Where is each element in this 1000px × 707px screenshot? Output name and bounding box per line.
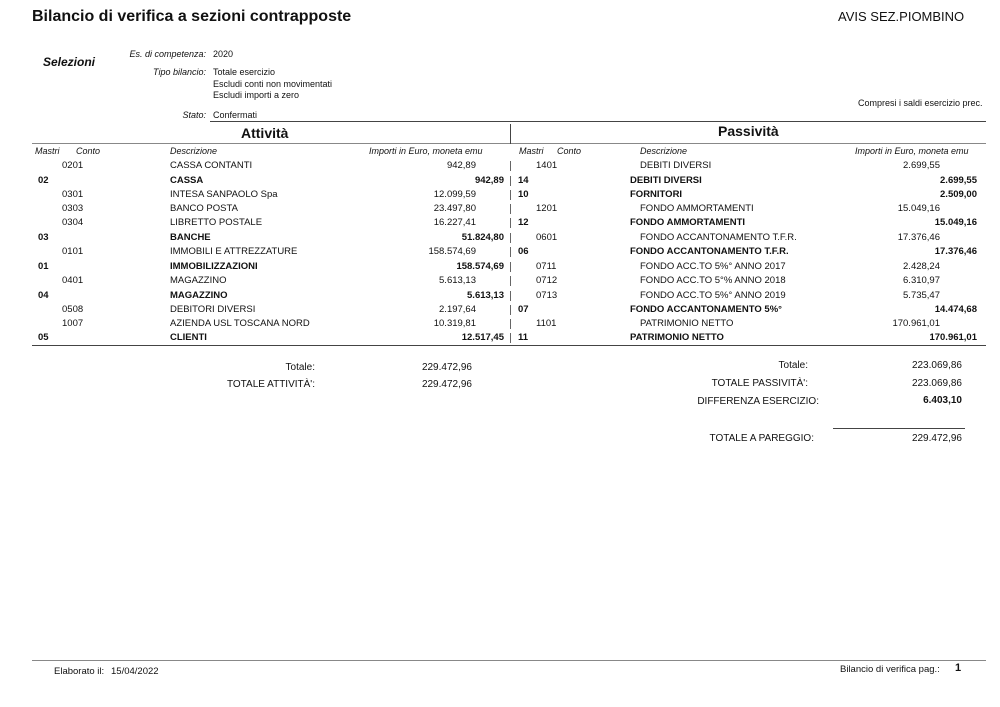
- attivita-totale-value: 229.472,96: [421, 362, 472, 373]
- table-row: [0, 317, 1000, 331]
- elaborato-date: 15/04/2022: [111, 666, 159, 677]
- row-amount: 158.574,69: [428, 246, 476, 257]
- passivita-totale-value: 223.069,86: [911, 360, 962, 371]
- row-amount: 5.613,13: [467, 290, 504, 301]
- mastro-code: 12: [518, 217, 529, 228]
- table-bottom-rule: [32, 345, 986, 346]
- row-description: FONDO ACC.TO 5°% ANNO 2018: [640, 275, 786, 286]
- totale-passivita-label: TOTALE PASSIVITÀ':: [711, 378, 808, 389]
- header-top-rule: [210, 121, 986, 122]
- mastro-code: 02: [38, 175, 49, 186]
- table-row: [0, 159, 1000, 173]
- row-description: CASSA CONTANTI: [170, 160, 253, 171]
- passivita-title: Passività: [718, 123, 779, 139]
- totale-attivita-label: TOTALE ATTIVITÀ':: [226, 379, 315, 390]
- table-row: [0, 202, 1000, 216]
- conto-code: 0401: [62, 275, 84, 286]
- competence-value: 2020: [213, 49, 234, 59]
- mastro-code: 04: [38, 290, 49, 301]
- row-description: DEBITI DIVERSI: [630, 175, 702, 186]
- conto-code: 0601: [536, 232, 558, 243]
- row-description: FONDO ACC.TO 5%° ANNO 2019: [640, 290, 786, 301]
- mastro-code: 07: [518, 304, 529, 315]
- row-amount: 170.961,01: [892, 318, 940, 329]
- row-description: FORNITORI: [630, 189, 683, 200]
- option-exclude-zero: Escludi importi a zero: [213, 90, 300, 100]
- row-description: FONDO AMMORTAMENTI: [640, 203, 754, 214]
- mastro-code: 10: [518, 189, 529, 200]
- totale-pareggio-label: TOTALE A PAREGGIO:: [709, 433, 814, 444]
- differenza-esercizio-value: 6.403,10: [923, 395, 962, 406]
- row-amount: 5.735,47: [903, 290, 940, 301]
- option-exclude-unmoved: Escludi conti non movimentati: [213, 79, 333, 89]
- row-description: BANCHE: [170, 232, 211, 243]
- page-number: 1: [955, 662, 962, 674]
- passivita-col-conto: Conto: [557, 146, 582, 156]
- row-description: FONDO ACCANTONAMENTO 5%°: [630, 304, 782, 315]
- passivita-col-importi: Importi in Euro, moneta emu: [855, 146, 969, 156]
- row-description: IMMOBILI E ATTREZZATURE: [170, 246, 298, 257]
- table-row: [0, 216, 1000, 230]
- row-amount: 10.319,81: [433, 318, 476, 329]
- conto-code: 0711: [536, 261, 557, 272]
- row-description: INTESA SANPAOLO Spa: [170, 189, 278, 200]
- attivita-col-mastri: Mastri: [35, 146, 60, 156]
- row-amount: 6.310,97: [903, 275, 940, 286]
- conto-code: 0304: [62, 217, 84, 228]
- conto-code: 0101: [62, 246, 84, 257]
- attivita-totale-label: Totale:: [285, 362, 315, 373]
- page-label: Bilancio di verifica pag.:: [840, 664, 940, 675]
- table-row: [0, 245, 1000, 259]
- row-description: IMMOBILIZZAZIONI: [170, 261, 258, 272]
- attivita-col-conto: Conto: [76, 146, 101, 156]
- elaborato-label: Elaborato il:: [54, 666, 105, 677]
- conto-code: 0301: [62, 189, 84, 200]
- pareggio-rule: [833, 428, 965, 429]
- conto-code: 0712: [536, 275, 558, 286]
- passivita-col-descrizione: Descrizione: [640, 146, 688, 156]
- row-amount: 17.376,46: [897, 232, 940, 243]
- mastro-code: 01: [38, 261, 49, 272]
- row-amount: 2.699,55: [903, 160, 940, 171]
- attivita-col-importi: Importi in Euro, moneta emu: [369, 146, 483, 156]
- row-amount: 14.474,68: [934, 304, 977, 315]
- row-amount: 12.099,59: [433, 189, 476, 200]
- row-amount: 16.227,41: [433, 217, 476, 228]
- row-amount: 2.428,24: [903, 261, 940, 272]
- status-label: Stato:: [182, 110, 206, 120]
- table-row: [0, 231, 1000, 245]
- conto-code: 0713: [536, 290, 558, 301]
- row-description: DEBITI DIVERSI: [640, 160, 712, 171]
- conto-code: 0303: [62, 203, 84, 214]
- balance-note: Compresi i saldi esercizio prec.: [858, 98, 983, 108]
- row-description: FONDO ACCANTONAMENTO T.F.R.: [640, 232, 797, 243]
- passivita-col-mastri: Mastri: [519, 146, 544, 156]
- row-description: AZIENDA USL TOSCANA NORD: [170, 318, 310, 329]
- status-value: Confermati: [213, 110, 258, 120]
- conto-code: 1201: [536, 203, 558, 214]
- row-amount: 2.197,64: [439, 304, 476, 315]
- conto-code: 1007: [62, 318, 84, 329]
- row-amount: 158.574,69: [456, 261, 504, 272]
- row-description: CLIENTI: [170, 332, 207, 343]
- row-amount: 23.497,80: [433, 203, 476, 214]
- row-amount: 2.699,55: [940, 175, 977, 186]
- totale-pareggio-value: 229.472,96: [911, 433, 962, 444]
- row-amount: 170.961,01: [929, 332, 977, 343]
- table-row: [0, 331, 1000, 345]
- row-amount: 942,89: [474, 175, 504, 186]
- row-amount: 17.376,46: [934, 246, 977, 257]
- attivita-col-descrizione: Descrizione: [170, 146, 218, 156]
- row-description: BANCO POSTA: [170, 203, 238, 214]
- row-description: LIBRETTO POSTALE: [170, 217, 263, 228]
- mastro-code: 03: [38, 232, 49, 243]
- row-description: MAGAZZINO: [170, 275, 227, 286]
- row-description: DEBITORI DIVERSI: [170, 304, 256, 315]
- footer-rule: [32, 660, 986, 661]
- row-description: FONDO AMMORTAMENTI: [630, 217, 746, 228]
- passivita-totale-label: Totale:: [778, 360, 808, 371]
- row-description: CASSA: [170, 175, 204, 186]
- row-description: FONDO ACC.TO 5%° ANNO 2017: [640, 261, 786, 272]
- attivita-title: Attività: [241, 125, 289, 141]
- conto-code: 0508: [62, 304, 84, 315]
- totale-attivita-value: 229.472,96: [421, 379, 472, 390]
- columns-rule: [32, 143, 986, 144]
- table-row: [0, 188, 1000, 202]
- row-amount: 51.824,80: [461, 232, 504, 243]
- mastro-code: 14: [518, 175, 529, 186]
- report-title: Bilancio di verifica a sezioni contrapposte: [32, 8, 352, 25]
- conto-code: 0201: [62, 160, 84, 171]
- competence-label: Es. di competenza:: [129, 49, 206, 59]
- conto-code: 1401: [536, 160, 558, 171]
- mastro-code: 06: [518, 246, 529, 257]
- mastro-code: 11: [518, 332, 529, 343]
- row-description: PATRIMONIO NETTO: [630, 332, 724, 343]
- organization-name: AVIS SEZ.PIOMBINO: [838, 9, 965, 24]
- section-divider: [510, 124, 511, 144]
- row-description: PATRIMONIO NETTO: [640, 318, 734, 329]
- table-row: [0, 289, 1000, 303]
- differenza-esercizio-label: DIFFERENZA ESERCIZIO:: [697, 396, 819, 407]
- totale-passivita-value: 223.069,86: [911, 378, 962, 389]
- type-value: Totale esercizio: [213, 67, 276, 77]
- row-description: MAGAZZINO: [170, 290, 228, 301]
- table-row: [0, 260, 1000, 274]
- mastro-code: 05: [38, 332, 49, 343]
- row-amount: 15.049,16: [897, 203, 940, 214]
- conto-code: 1101: [536, 318, 557, 329]
- row-amount: 2.509,00: [940, 189, 977, 200]
- row-amount: 5.613,13: [439, 275, 476, 286]
- row-description: FONDO ACCANTONAMENTO T.F.R.: [630, 246, 789, 257]
- table-row: [0, 174, 1000, 188]
- table-row: [0, 274, 1000, 288]
- row-amount: 15.049,16: [934, 217, 977, 228]
- selections-label: Selezioni: [43, 55, 96, 69]
- row-amount: 12.517,45: [461, 332, 504, 343]
- row-amount: 942,89: [446, 160, 476, 171]
- table-row: [0, 303, 1000, 317]
- type-label: Tipo bilancio:: [153, 67, 206, 77]
